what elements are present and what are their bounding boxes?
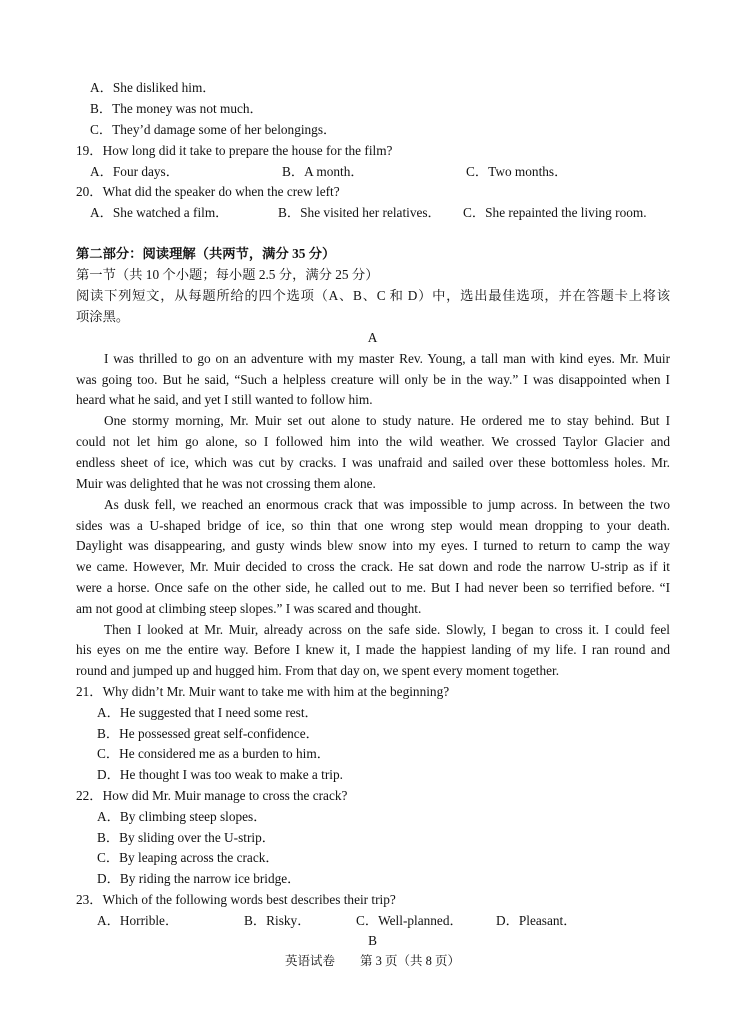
passage-a-line: Daylight was disappearing, and gusty winds blew snow into my eyes. I turned to return to camp the way (76, 538, 670, 553)
part2-section-note: 第一节（共 10 个小题；每小题 2.5 分，满分 25 分） (76, 267, 379, 282)
q19-stem: 19．How long did it take to prepare the house for the film? (76, 143, 393, 158)
q23-option-d: D．Pleasant． (496, 913, 577, 928)
q21-stem: 21．Why didn’t Mr. Muir want to take me with him at the beginning? (76, 684, 450, 699)
q23-option-a: A．Horrible． (97, 913, 179, 928)
part2-heading: 第二部分：阅读理解（共两节，满分 35 分） (76, 246, 336, 261)
passage-a-line: his eyes on me the entire way. Before I knew it, I made the happiest landing of my life. I ran round and (76, 642, 670, 657)
q21-option-b: B．He possessed great self-confidence． (97, 726, 319, 741)
q23-option-c: C．Well-planned． (356, 913, 463, 928)
q18-option-c: C．They’d damage some of her belongings． (90, 122, 337, 137)
q21-option-d: D．He thought I was too weak to make a trip. (97, 767, 343, 782)
passage-a-line: was going too. But he said, “Such a helpless creature will only be in the way.” I was disappointed when I (76, 372, 670, 387)
passage-a-line: Then I looked at Mr. Muir, already across on the safe side. Slowly, I began to cross it. I could feel (104, 622, 670, 637)
q23-option-b: B．Risky． (244, 913, 311, 928)
passage-a-line: round and jumped up and hugged him. From that day on, we spent every moment together. (76, 663, 560, 678)
q20-option-b: B．She visited her relatives． (278, 205, 441, 220)
q22-option-c: C．By leaping across the crack． (97, 850, 279, 865)
q21-option-c: C．He considered me as a burden to him． (97, 746, 331, 761)
passage-b-label: B (368, 933, 377, 948)
passage-a-line: were a horse. Once safe on the other side, he called out to me. But I had never been so terrified before. “I (76, 580, 670, 595)
q23-stem: 23．Which of the following words best describes their trip? (76, 892, 396, 907)
passage-a-line: sides was a U-shaped bridge of ice, so thin that one wrong step would mean dropping to your death. (76, 518, 670, 533)
q22-option-d: D．By riding the narrow ice bridge． (97, 871, 301, 886)
q20-option-c: C．She repainted the living room. (463, 205, 647, 220)
part2-instruction-line2: 项涂黑。 (76, 309, 130, 324)
q20-stem: 20．What did the speaker do when the crew left? (76, 184, 340, 199)
passage-a-label: A (367, 330, 378, 345)
q19-option-c: C．Two months． (466, 164, 568, 179)
passage-a-line: As dusk fell, we reached an enormous crack that was impossible to jump across. In between the two (104, 497, 670, 512)
q22-option-a: A．By climbing steep slopes． (97, 809, 267, 824)
q20-option-a: A．She watched a film． (90, 205, 229, 220)
q22-stem: 22．How did Mr. Muir manage to cross the crack? (76, 788, 348, 803)
passage-a-line: we came. However, Mr. Muir decided to cross the crack. He sat down and rode the narrow U-strip as if it (76, 559, 670, 574)
passage-a-line: endless sheet of ice, which was cut by cracks. I was unafraid and sailed over these bottomless holes. Mr. (76, 455, 670, 470)
passage-a-line: could not let him go alone, so I followed him into the wild weather. We crossed Taylor Glacier and (76, 434, 670, 449)
q19-option-b: B．A month． (282, 164, 364, 179)
passage-a-line: I was thrilled to go on an adventure with my master Rev. Young, a tall man with kind eyes. Mr. Muir (104, 351, 670, 366)
passage-a-line: One stormy morning, Mr. Muir set out alone to study nature. He ordered me to stay behind. But I (104, 413, 670, 428)
q18-option-a: A．She disliked him． (90, 80, 216, 95)
passage-a-line: heard what he said, and yet I still wanted to follow him. (76, 392, 373, 407)
q21-option-a: A．He suggested that I need some rest． (97, 705, 318, 720)
q19-option-a: A．Four days． (90, 164, 180, 179)
passage-a-line: am not good at climbing steep slopes.” I was scared and thought. (76, 601, 422, 616)
page-footer: 英语试卷 第 3 页（共 8 页） (284, 954, 460, 968)
q22-option-b: B．By sliding over the U-strip． (97, 830, 276, 845)
q18-option-b: B．The money was not much． (90, 101, 263, 116)
part2-instruction-line1: 阅读下列短文，从每题所给的四个选项（A、B、C 和 D）中，选出最佳选项，并在答题卡上将该 (76, 288, 670, 303)
passage-a-line: Muir was delighted that he was not crossing them alone. (76, 476, 376, 491)
